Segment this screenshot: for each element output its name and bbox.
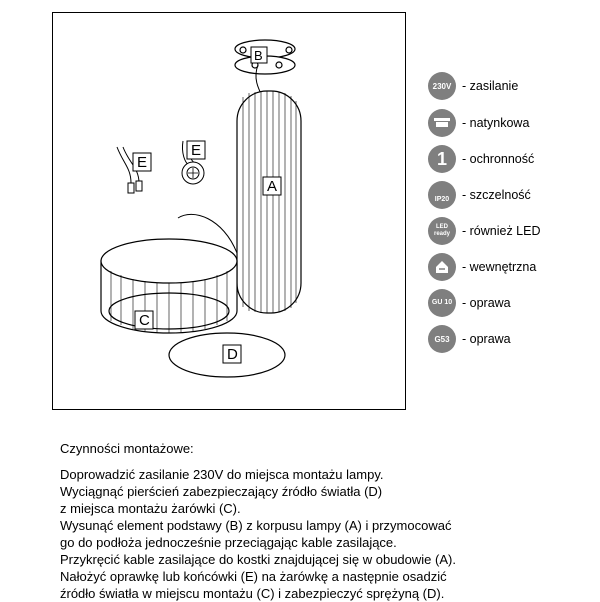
instructions-heading: Czynności montażowe: xyxy=(60,441,194,456)
instruction-line: go do podłoża jednocześnie przeciągając kable zasilające. xyxy=(60,535,397,550)
gu10-icon xyxy=(428,289,456,317)
icon-text: 1 xyxy=(436,148,447,169)
voltage-230v-icon xyxy=(428,72,456,100)
instruction-line: Nałożyć oprawkę lub końcówki (E) na żarówkę a następnie osadzić xyxy=(60,569,447,584)
lamp-shade-c xyxy=(101,239,237,333)
label-c: C xyxy=(139,312,150,329)
g53-icon xyxy=(428,325,456,353)
label-e-right: E xyxy=(191,142,202,159)
protection-class-1-icon xyxy=(428,145,456,173)
label-a: A xyxy=(267,178,278,195)
icon-text: IP20 xyxy=(434,195,450,203)
legend-label: - ochronność xyxy=(462,152,535,166)
legend-label: - natynkowa xyxy=(462,116,530,130)
assembly-diagram xyxy=(52,12,406,410)
surface-mount-icon xyxy=(428,109,456,137)
ip20-icon xyxy=(428,181,456,209)
lamp-body-a xyxy=(237,91,301,313)
instruction-line: z miejsca montażu żarówki (C). xyxy=(60,501,241,516)
legend-item-surface xyxy=(428,109,529,137)
legend-item-ip xyxy=(428,181,531,209)
label-e-left: E xyxy=(137,154,148,171)
installation-instructions xyxy=(60,440,580,602)
instruction-line: Doprowadzić zasilanie 230V do miejsca montażu lampy. xyxy=(60,467,384,482)
legend-label: - wewnętrzna xyxy=(462,260,537,274)
legend-item-indoor xyxy=(428,253,536,281)
legend-item-power xyxy=(428,72,518,100)
instruction-line: Wyciągnąć pierścień zabezpieczający źródło światła (D) xyxy=(60,484,383,499)
indoor-icon xyxy=(428,253,456,281)
icon-text: G53 xyxy=(434,334,450,344)
instruction-line: źródło światła w miejscu montażu (C) i zabezpieczyć sprężyną (D). xyxy=(60,586,445,601)
legend-label: - oprawa xyxy=(462,332,511,346)
icon-text: GU 10 xyxy=(431,299,453,306)
legend-item-gu10 xyxy=(428,289,511,317)
legend-item-g53 xyxy=(428,325,511,353)
led-ready-icon xyxy=(428,217,456,245)
label-b: B xyxy=(254,48,263,63)
instruction-line: Wysunąć element podstawy (B) z korpusu lampy (A) i przymocować xyxy=(60,518,452,533)
legend-label: - oprawa xyxy=(462,296,511,310)
icon-text: 230V xyxy=(432,81,452,91)
legend-item-led xyxy=(428,217,541,245)
instruction-line: Przykręcić kable zasilające do kostki znajdującej się w obudowie (A). xyxy=(60,552,456,567)
legend-label: - szczelność xyxy=(462,188,531,202)
legend-label: - zasilanie xyxy=(462,79,519,93)
icon-text: LED ready xyxy=(433,224,450,237)
label-d: D xyxy=(227,346,238,363)
legend-item-protection xyxy=(428,145,534,173)
legend-label: - również LED xyxy=(462,224,541,238)
